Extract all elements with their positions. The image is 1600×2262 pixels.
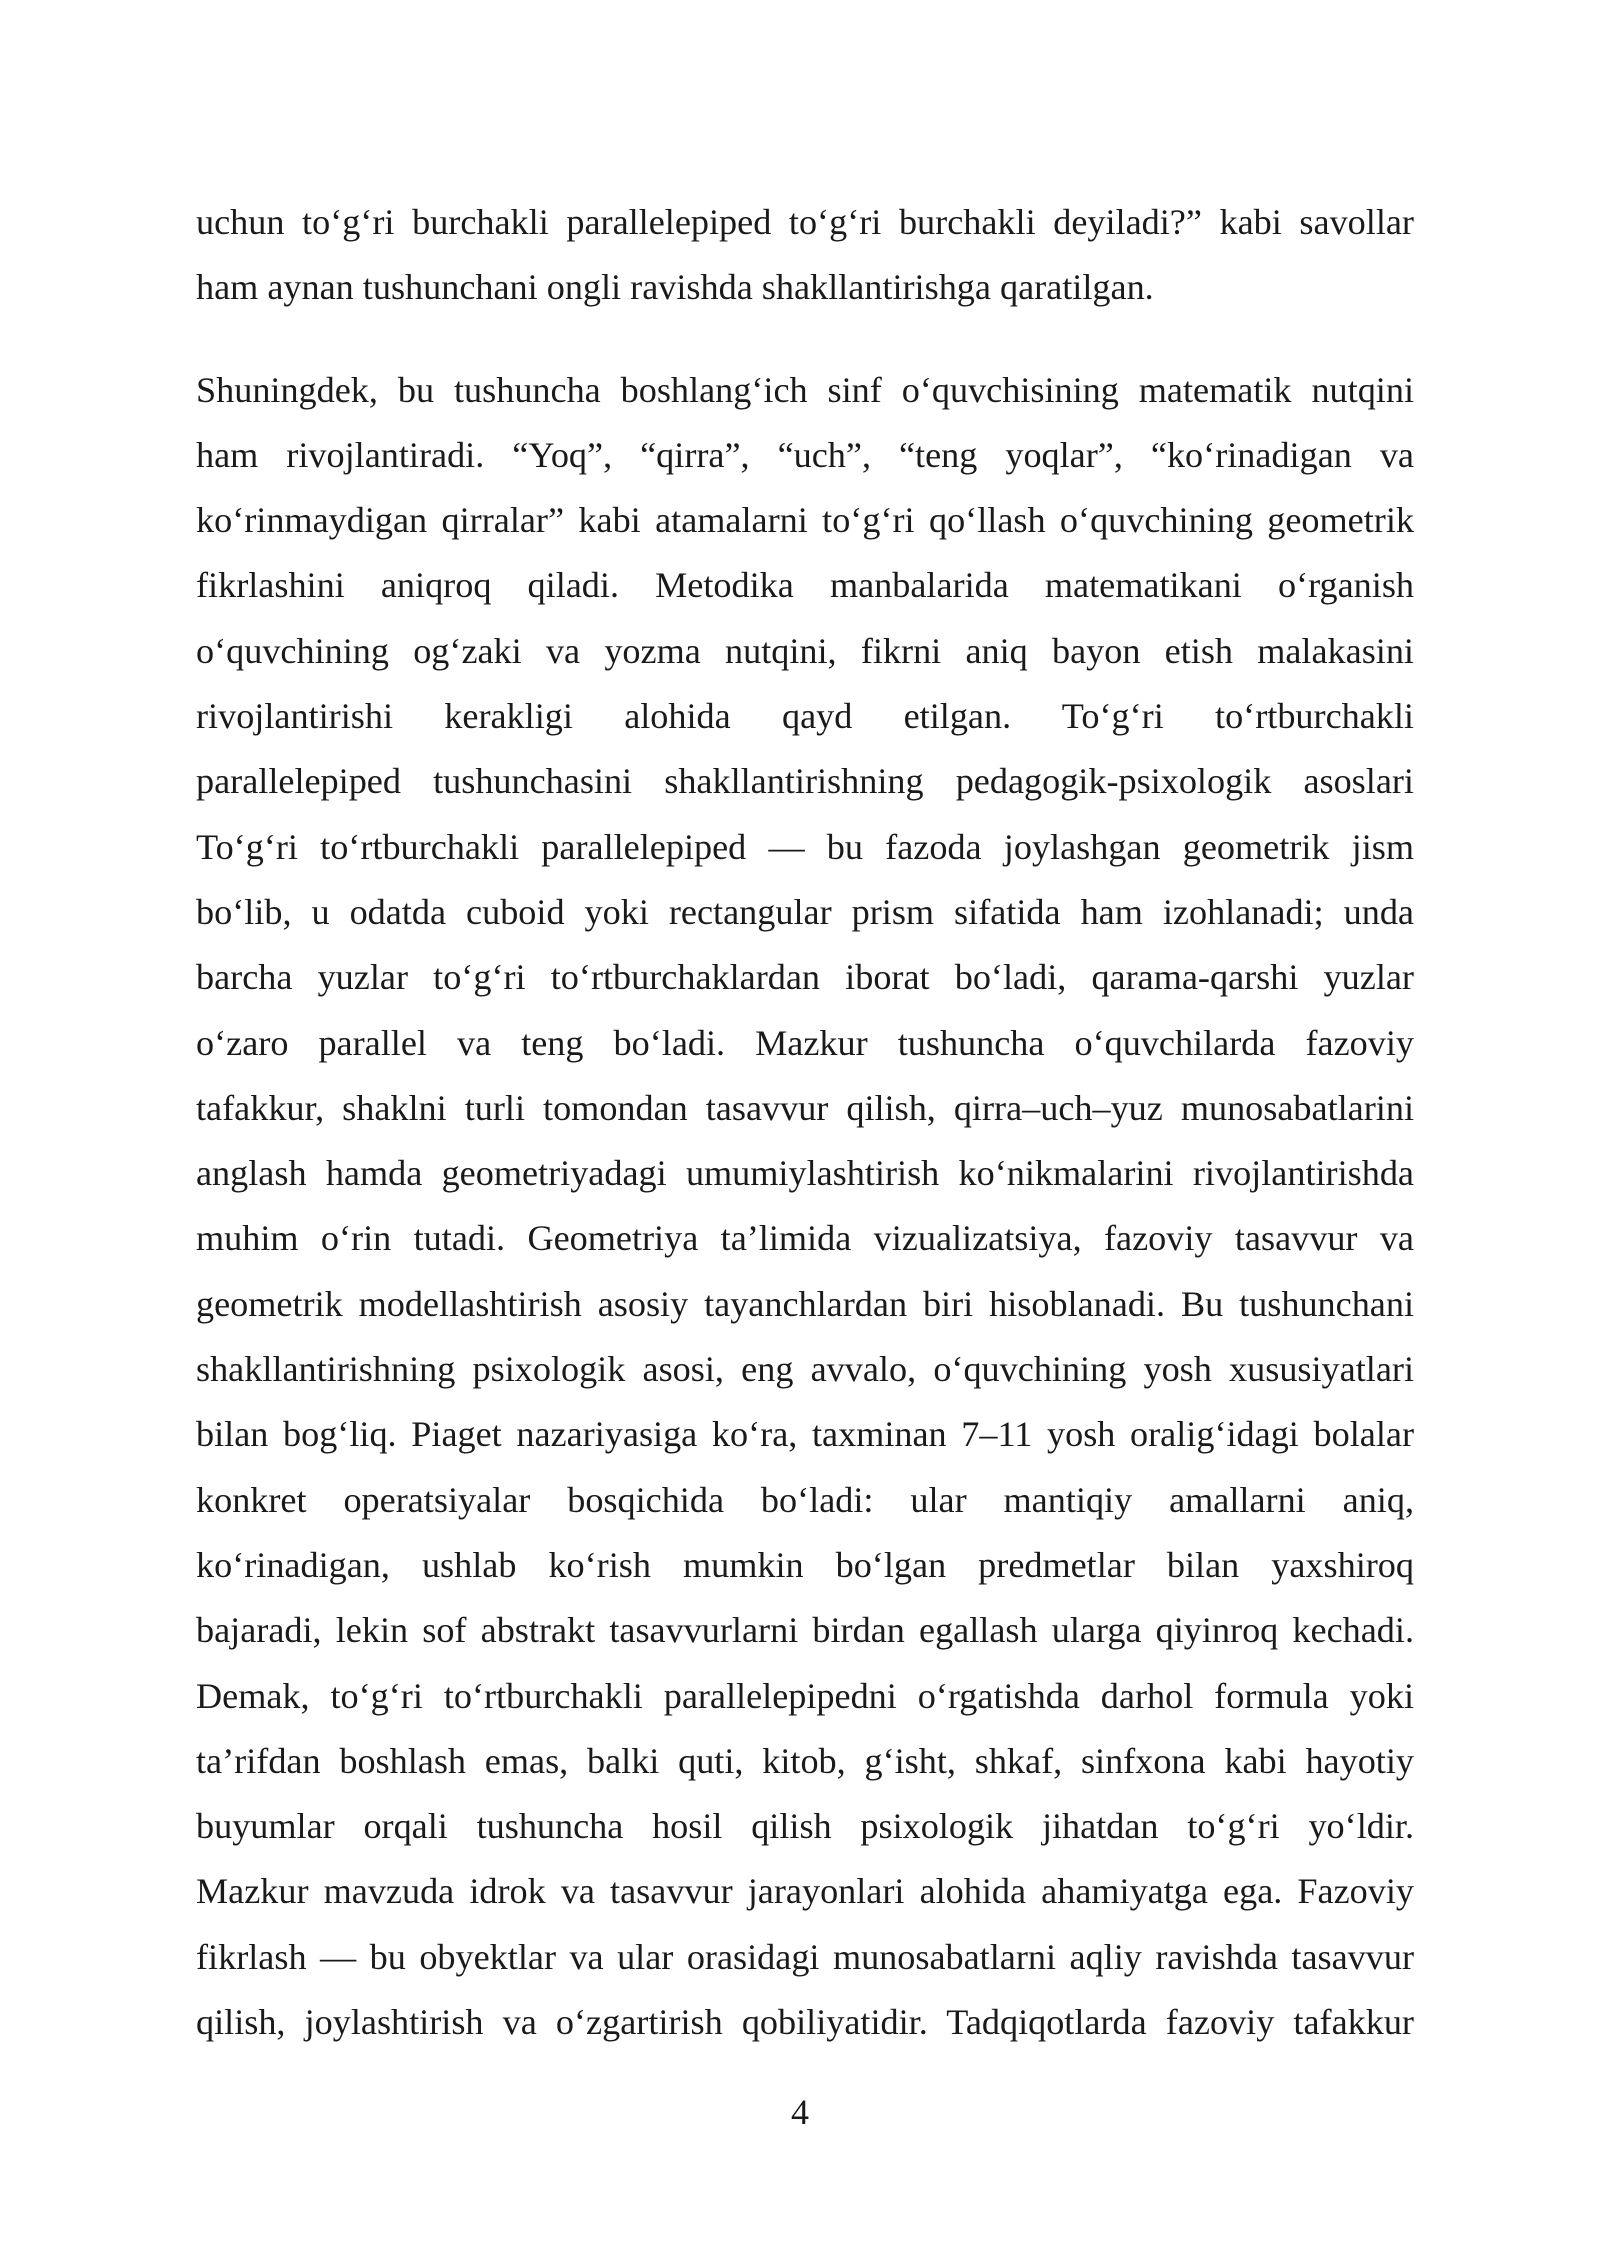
text-line: geometrik modellashtirish asosiy tayanchlardan biri hisoblanadi. Bu tushunchani (196, 1283, 1414, 1324)
text-line: barcha yuzlar to‘g‘ri to‘rtburchaklardan iborat bo‘ladi, qarama-qarshi yuzlar (196, 957, 1414, 998)
text-line: ko‘rinadigan, ushlab ko‘rish mumkin bo‘lgan predmetlar bilan yaxshiroq (196, 1544, 1414, 1585)
text-line: tafakkur, shaklni turli tomondan tasavvur qilish, qirra–uch–yuz munosabatlarini (196, 1087, 1414, 1128)
text-line: konkret operatsiyalar bosqichida bo‘ladi: ular mantiqiy amallarni aniq, (196, 1479, 1414, 1520)
text-line: fikrlashini aniqroq qiladi. Metodika manbalarida matematikani o‘rganish (196, 565, 1414, 606)
text-line: fikrlash — bu obyektlar va ular orasidagi munosabatlarni aqliy ravishda tasavvur (196, 1936, 1414, 1977)
text-line: shakllantirishning psixologik asosi, eng avvalo, o‘quvchining yosh xususiyatlari (196, 1349, 1414, 1390)
text-line: ta’rifdan boshlash emas, balki quti, kitob, g‘isht, shkaf, sinfxona kabi hayotiy (196, 1740, 1414, 1781)
text-line: uchun to‘g‘ri burchakli parallelepiped to‘g‘ri burchakli deyiladi?” kabi savollar (196, 202, 1414, 242)
text-line: To‘g‘ri to‘rtburchakli parallelepiped — bu fazoda joylashgan geometrik jism (196, 826, 1414, 867)
text-line: buyumlar orqali tushuncha hosil qilish psixologik jihatdan to‘g‘ri yo‘ldir. (196, 1806, 1414, 1847)
text-line: Demak, to‘g‘ri to‘rtburchakli parallelepipedni o‘rgatishda darhol formula yoki (196, 1675, 1414, 1716)
text-line: ham rivojlantiradi. “Yoq”, “qirra”, “uch”, “teng yoqlar”, “ko‘rinadigan va (196, 434, 1414, 475)
text-line: Mazkur mavzuda idrok va tasavvur jarayonlari alohida ahamiyatga ega. Fazoviy (196, 1871, 1414, 1912)
text-line: ham aynan tushunchani ongli ravishda shakllantirishga qaratilgan. (196, 267, 1154, 308)
text-line: o‘zaro parallel va teng bo‘ladi. Mazkur tushuncha o‘quvchilarda fazoviy (196, 1022, 1414, 1063)
text-line: bajaradi, lekin sof abstrakt tasavvurlarni birdan egallash ularga qiyinroq kechadi. (196, 1610, 1414, 1651)
text-line: rivojlantirishi kerakligi alohida qayd etilgan. To‘g‘ri to‘rtburchakli (196, 696, 1414, 737)
page-number: 4 (791, 2092, 809, 2132)
text-line: muhim o‘rin tutadi. Geometriya ta’limida vizualizatsiya, fazoviy tasavvur va (196, 1218, 1414, 1259)
text-line: parallelepiped tushunchasini shakllantirishning pedagogik-psixologik asoslari (196, 761, 1414, 802)
text-line: bilan bog‘liq. Piaget nazariyasiga ko‘ra, taxminan 7–11 yosh oralig‘idagi bolalar (196, 1414, 1414, 1455)
text-line: Shuningdek, bu tushuncha boshlang‘ich sinf o‘quvchisining matematik nutqini (196, 369, 1414, 410)
body-text (196, 190, 1414, 2055)
paragraph-2 (196, 358, 1414, 2056)
text-line: o‘quvchining og‘zaki va yozma nutqini, fikrni aniq bayon etish malakasini (196, 630, 1414, 671)
text-line: anglash hamda geometriyadagi umumiylashtirish ko‘nikmalarini rivojlantirishda (196, 1153, 1414, 1194)
text-line: bo‘lib, u odatda cuboid yoki rectangular prism sifatida ham izohlanadi; unda (196, 891, 1414, 932)
paragraph-1 (196, 190, 1414, 321)
text-line: ko‘rinmaydigan qirralar” kabi atamalarni to‘g‘ri qo‘llash o‘quvchining geometrik (196, 500, 1414, 541)
text-line: qilish, joylashtirish va o‘zgartirish qobiliyatidir. Tadqiqotlarda fazoviy tafakkur (196, 2002, 1414, 2043)
